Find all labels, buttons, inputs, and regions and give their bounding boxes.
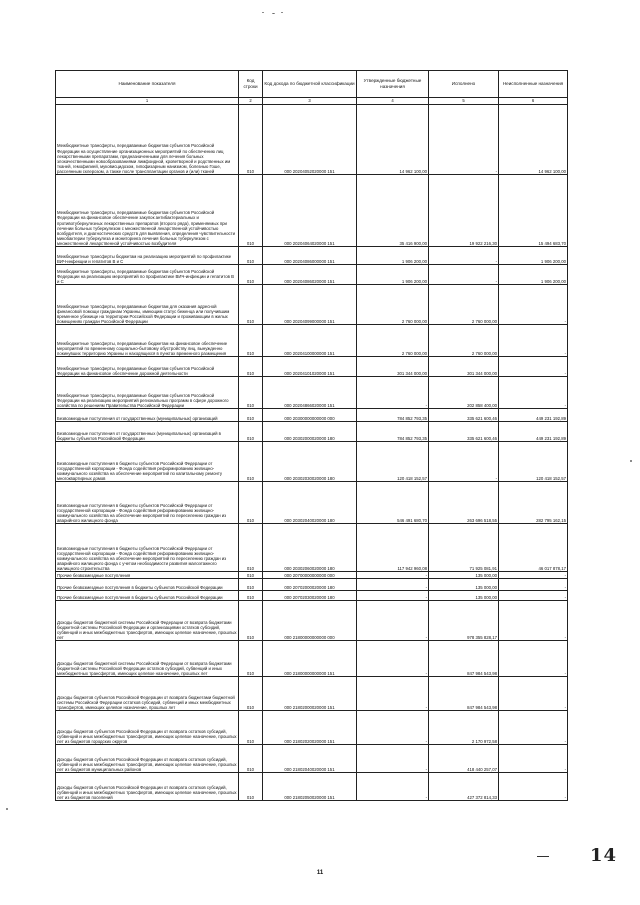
row-unexecuted-amount: - <box>499 601 568 641</box>
row-revenue-code: 000 20302060020000 180 <box>263 524 357 572</box>
row-approved-amount: - <box>357 711 429 745</box>
row-line-code: 010 <box>239 175 263 247</box>
row-indicator-name: Доходы бюджетов бюджетной системы Российской Федерации от возврата бюджетами бюджетной системы Российской Федерации и организациями остатков субсидий, субвенций и иных межбюджетных трансфертов, имеющих целевое назначение, прошлых лет <box>56 601 239 641</box>
row-approved-amount: 1 906 200,00 <box>357 247 429 265</box>
table-row <box>56 377 568 409</box>
row-revenue-code: 000 20204052020000 151 <box>263 105 357 175</box>
row-indicator-name: Прочие безвозмездные поступления <box>56 572 239 579</box>
column-number: 6 <box>499 98 568 105</box>
header-indicator-name: Наименование показателя <box>56 71 239 98</box>
table-row <box>56 247 568 265</box>
table-row <box>56 357 568 377</box>
row-indicator-name: Доходы бюджетов субъектов Российской Федерации от возврата бюджетами бюджетной системы Российской Федерации остатков субсидий, субвенций и иных межбюджетных трансфертов, имеющих целевое назначение, прошлых лет <box>56 677 239 711</box>
row-line-code: 010 <box>239 773 263 801</box>
row-revenue-code: 000 20204064020000 151 <box>263 175 357 247</box>
row-unexecuted-amount: - <box>499 357 568 377</box>
row-revenue-code: 000 20302030020000 180 <box>263 442 357 482</box>
table-row <box>56 409 568 422</box>
row-executed-amount: 202 858 400,00 <box>429 377 499 409</box>
scan-speck <box>630 460 632 462</box>
row-unexecuted-amount: 1 906 200,00 <box>499 265 568 285</box>
row-revenue-code: 000 20702030020000 180 <box>263 591 357 601</box>
row-unexecuted-amount: - <box>499 377 568 409</box>
row-executed-amount: 135 000,00 <box>429 572 499 579</box>
row-indicator-name: Прочие безвозмездные поступления в бюджеты субъектов Российской Федерации <box>56 591 239 601</box>
row-line-code: 010 <box>239 482 263 524</box>
row-unexecuted-amount: 449 231 192,89 <box>499 409 568 422</box>
row-line-code: 010 <box>239 105 263 175</box>
row-approved-amount: 117 942 960,08 <box>357 524 429 572</box>
row-approved-amount: 2 760 000,00 <box>357 325 429 357</box>
row-executed-amount: - <box>429 265 499 285</box>
table-row <box>56 265 568 285</box>
row-line-code: 010 <box>239 572 263 579</box>
table-row <box>56 285 568 325</box>
row-executed-amount: 2 760 000,00 <box>429 325 499 357</box>
table-body <box>56 105 568 801</box>
table-row <box>56 442 568 482</box>
row-unexecuted-amount: 46 017 878,17 <box>499 524 568 572</box>
row-executed-amount: - <box>429 105 499 175</box>
row-executed-amount: 71 925 081,91 <box>429 524 499 572</box>
table-row <box>56 422 568 442</box>
row-revenue-code: 000 21802020020000 151 <box>263 711 357 745</box>
row-executed-amount: 19 922 216,30 <box>429 175 499 247</box>
row-approved-amount: - <box>357 579 429 591</box>
table-row <box>56 579 568 591</box>
column-number: 4 <box>357 98 429 105</box>
row-approved-amount: 1 906 200,00 <box>357 265 429 285</box>
row-revenue-code: 000 20302040020000 180 <box>263 482 357 524</box>
row-indicator-name: Межбюджетные трансферты, передаваемые бюджетам субъектов Российской Федерации на осуществление организационных мероприятий по обеспечению лиц лекарственными препаратами, предназначенными для лечения больных злокачественными новообразованиями лимфоидной, кроветворной и родственных им тканей, гемофилией, муковисцидозом, гипофизарным нанизмом, болезнью Гоше, рассеянным склерозом, а также после трансплантации органов и (или) тканей <box>56 105 239 175</box>
row-unexecuted-amount: 120 418 152,57 <box>499 442 568 482</box>
row-executed-amount: 427 372 814,33 <box>429 773 499 801</box>
row-approved-amount: 784 852 793,35 <box>357 409 429 422</box>
table-row <box>56 325 568 357</box>
row-unexecuted-amount: - <box>499 285 568 325</box>
row-indicator-name: Безвозмездные поступления от государственных (муниципальных) организаций <box>56 409 239 422</box>
stamp-dash <box>537 856 549 857</box>
row-line-code: 010 <box>239 601 263 641</box>
row-indicator-name: Безвозмездные поступления в бюджеты субъектов Российской Федерации от государственной корпорации - Фонда содействия реформированию жилищно-коммунального хозяйства на обеспечение мероприятий по капитальному ремонту многоквартирных домов <box>56 442 239 482</box>
row-line-code: 010 <box>239 409 263 422</box>
row-indicator-name: Доходы бюджетов субъектов Российской Федерации от возврата остатков субсидий, субвенций и иных межбюджетных трансфертов, имеющих целевое назначение, прошлых лет из бюджетов городских округов <box>56 711 239 745</box>
row-indicator-name: Межбюджетные трансферты бюджетам на реализацию мероприятий по профилактике ВИЧ-инфекции и гепатитов В и С <box>56 247 239 265</box>
row-indicator-name: Доходы бюджетов субъектов Российской Федерации от возврата остатков субсидий, субвенций и иных межбюджетных трансфертов, имеющих целевое назначение, прошлых лет из бюджетов муниципальных районов <box>56 745 239 773</box>
header-line-code: Код строки <box>239 71 263 98</box>
row-executed-amount: 301 344 000,00 <box>429 357 499 377</box>
scan-speck <box>6 808 8 810</box>
row-line-code: 010 <box>239 265 263 285</box>
table-row <box>56 677 568 711</box>
table-row <box>56 591 568 601</box>
header-revenue-code: Код дохода по бюджетной классификации <box>263 71 357 98</box>
scan-speck <box>281 12 283 13</box>
scan-speck <box>262 12 264 13</box>
row-line-code: 010 <box>239 247 263 265</box>
row-line-code: 010 <box>239 745 263 773</box>
row-executed-amount: 2 170 972,58 <box>429 711 499 745</box>
row-revenue-code: 000 20204100000000 151 <box>263 325 357 357</box>
row-revenue-code: 000 20204101020000 151 <box>263 357 357 377</box>
row-approved-amount: - <box>357 745 429 773</box>
table-row <box>56 524 568 572</box>
row-revenue-code: 000 21800000000000 000 <box>263 601 357 641</box>
row-line-code: 010 <box>239 285 263 325</box>
row-approved-amount: - <box>357 591 429 601</box>
row-unexecuted-amount: - <box>499 591 568 601</box>
row-approved-amount: - <box>357 377 429 409</box>
row-approved-amount: 784 852 793,35 <box>357 422 429 442</box>
row-approved-amount: 35 416 900,00 <box>357 175 429 247</box>
row-approved-amount: 2 760 000,00 <box>357 285 429 325</box>
row-revenue-code: 000 20702000020000 180 <box>263 579 357 591</box>
row-revenue-code: 000 21802000020000 151 <box>263 677 357 711</box>
row-unexecuted-amount: - <box>499 325 568 357</box>
row-unexecuted-amount: - <box>499 773 568 801</box>
row-indicator-name: Доходы бюджетов бюджетной системы Российской Федерации от возврата бюджетами бюджетной системы Российской Федерации остатков субсидий, субвенций и иных межбюджетных трансфертов, имеющих целевое назначение, прошлых лет <box>56 641 239 677</box>
row-line-code: 010 <box>239 641 263 677</box>
scan-speck <box>272 13 275 14</box>
row-indicator-name: Доходы бюджетов субъектов Российской Федерации от возврата остатков субсидий, субвенций и иных межбюджетных трансфертов, имеющих целевое назначение, прошлых лет из бюджетов поселений <box>56 773 239 801</box>
row-line-code: 010 <box>239 677 263 711</box>
header-executed: Исполнено <box>429 71 499 98</box>
row-line-code: 010 <box>239 377 263 409</box>
row-unexecuted-amount: - <box>499 641 568 677</box>
row-executed-amount: - <box>429 442 499 482</box>
row-indicator-name: Межбюджетные трансферты, передаваемые бюджетам для оказания адресной финансовой помощи гражданам Украины, имеющим статус беженца или получившим временное убежище на территории Российской Федерации и проживающим в жилых помещениях граждан Российской Федерации <box>56 285 239 325</box>
row-executed-amount: 135 000,00 <box>429 579 499 591</box>
row-approved-amount: - <box>357 641 429 677</box>
row-indicator-name: Безвозмездные поступления в бюджеты субъектов Российской Федерации от государственной корпорации - Фонда содействия реформированию жилищно-коммунального хозяйства на обеспечение мероприятий по переселению граждан из аварийного жилищного фонда с учетом необходимости развития малоэтажного жилищного строительства <box>56 524 239 572</box>
row-revenue-code: 000 20300000000000 000 <box>263 409 357 422</box>
row-line-code: 010 <box>239 422 263 442</box>
row-approved-amount: - <box>357 572 429 579</box>
row-executed-amount: - <box>429 247 499 265</box>
header-unexecuted: Неисполненные назначения <box>499 71 568 98</box>
row-indicator-name: Межбюджетные трансферты, передаваемые бюджетам субъектов Российской Федерации на финансовое обеспечение закупок антибактериальных и противотуберкулезных лекарственных препаратов (второго ряда), применяемых при лечении больных туберкулезом с множественной лекарственной устойчивостью возбудителя, и диагностических средств для выявления, определения чувствительности микобактерии туберкулеза и мониторинга лечения больных туберкулезом с множественной лекарственной устойчивостью возбудителя <box>56 175 239 247</box>
column-number-row <box>56 98 568 105</box>
row-executed-amount: 335 621 600,46 <box>429 422 499 442</box>
table-row <box>56 572 568 579</box>
row-indicator-name: Безвозмездные поступления от государственных (муниципальных) организаций в бюджеты субъектов Российской Федерации <box>56 422 239 442</box>
row-revenue-code: 000 21800000000000 151 <box>263 641 357 677</box>
row-executed-amount: 847 984 543,98 <box>429 641 499 677</box>
row-line-code: 010 <box>239 442 263 482</box>
table-row <box>56 482 568 524</box>
row-revenue-code: 000 20204866020000 151 <box>263 377 357 409</box>
table-row <box>56 105 568 175</box>
row-revenue-code: 000 21802040020000 151 <box>263 745 357 773</box>
row-approved-amount: 546 491 680,70 <box>357 482 429 524</box>
report-page <box>55 70 567 801</box>
row-approved-amount: 14 962 100,00 <box>357 105 429 175</box>
row-line-code: 010 <box>239 357 263 377</box>
row-indicator-name: Межбюджетные трансферты, передаваемые бюджетам на финансовое обеспечение мероприятий по временному социально-бытовому обустройству лиц, вынужденно покинувших территорию Украины и находящихся в пунктах временного размещения <box>56 325 239 357</box>
row-unexecuted-amount: 14 962 100,00 <box>499 105 568 175</box>
row-revenue-code: 000 20700000000000 000 <box>263 572 357 579</box>
row-executed-amount: 135 000,00 <box>429 591 499 601</box>
row-approved-amount: 301 344 000,00 <box>357 357 429 377</box>
row-unexecuted-amount: 15 494 683,70 <box>499 175 568 247</box>
table-header-row <box>56 71 568 98</box>
column-number: 2 <box>239 98 263 105</box>
row-revenue-code: 000 20204086000000 151 <box>263 247 357 265</box>
row-indicator-name: Межбюджетные трансферты, передаваемые бюджетам субъектов Российской Федерации на реализацию мероприятий по профилактике ВИЧ-инфекции и гепатитов В и С <box>56 265 239 285</box>
row-approved-amount: - <box>357 601 429 641</box>
row-indicator-name: Межбюджетные трансферты, передаваемые бюджетам субъектов Российской Федерации на финансовое обеспечение дорожной деятельности <box>56 357 239 377</box>
row-unexecuted-amount: - <box>499 745 568 773</box>
header-approved: Утвержденные бюджетные назначения <box>357 71 429 98</box>
row-executed-amount: 418 440 257,07 <box>429 745 499 773</box>
table-row <box>56 641 568 677</box>
row-executed-amount: 335 621 600,46 <box>429 409 499 422</box>
row-indicator-name: Межбюджетные трансферты, передаваемые бюджетам субъектов Российской Федерации на реализацию мероприятий региональных программ в сфере дорожного хозяйства по решениям Правительства Российской Федерации <box>56 377 239 409</box>
table-row <box>56 745 568 773</box>
row-unexecuted-amount: - <box>499 677 568 711</box>
revenue-table <box>55 70 568 801</box>
row-revenue-code: 000 20302000020000 180 <box>263 422 357 442</box>
row-revenue-code: 000 21802050020000 151 <box>263 773 357 801</box>
table-row <box>56 175 568 247</box>
stamped-sheet-number: 14 <box>590 845 618 866</box>
row-approved-amount: - <box>357 773 429 801</box>
row-unexecuted-amount: - <box>499 579 568 591</box>
row-line-code: 010 <box>239 579 263 591</box>
row-unexecuted-amount: - <box>499 572 568 579</box>
row-line-code: 010 <box>239 711 263 745</box>
row-unexecuted-amount: 282 795 162,15 <box>499 482 568 524</box>
row-line-code: 010 <box>239 524 263 572</box>
row-indicator-name: Прочие безвозмездные поступления в бюджеты субъектов Российской Федерации <box>56 579 239 591</box>
row-revenue-code: 000 20204099000000 151 <box>263 285 357 325</box>
row-revenue-code: 000 20204086020000 151 <box>263 265 357 285</box>
row-unexecuted-amount: - <box>499 711 568 745</box>
row-executed-amount: 847 984 543,98 <box>429 677 499 711</box>
row-approved-amount: - <box>357 677 429 711</box>
row-line-code: 010 <box>239 591 263 601</box>
table-row <box>56 711 568 745</box>
row-unexecuted-amount: 1 906 200,00 <box>499 247 568 265</box>
table-row <box>56 601 568 641</box>
row-unexecuted-amount: 449 231 192,89 <box>499 422 568 442</box>
column-number: 5 <box>429 98 499 105</box>
table-row <box>56 773 568 801</box>
row-executed-amount: 978 355 828,17 <box>429 601 499 641</box>
page-number: 11 <box>316 870 324 876</box>
column-number: 3 <box>263 98 357 105</box>
row-indicator-name: Безвозмездные поступления в бюджеты субъектов Российской Федерации от государственной корпорации - Фонда содействия реформированию жилищно-коммунального хозяйства на обеспечение мероприятий по переселению граждан из аварийного жилищного фонда <box>56 482 239 524</box>
row-approved-amount: 120 418 152,57 <box>357 442 429 482</box>
row-executed-amount: 263 696 518,55 <box>429 482 499 524</box>
row-executed-amount: 2 760 000,00 <box>429 285 499 325</box>
column-number: 1 <box>56 98 239 105</box>
row-line-code: 010 <box>239 325 263 357</box>
